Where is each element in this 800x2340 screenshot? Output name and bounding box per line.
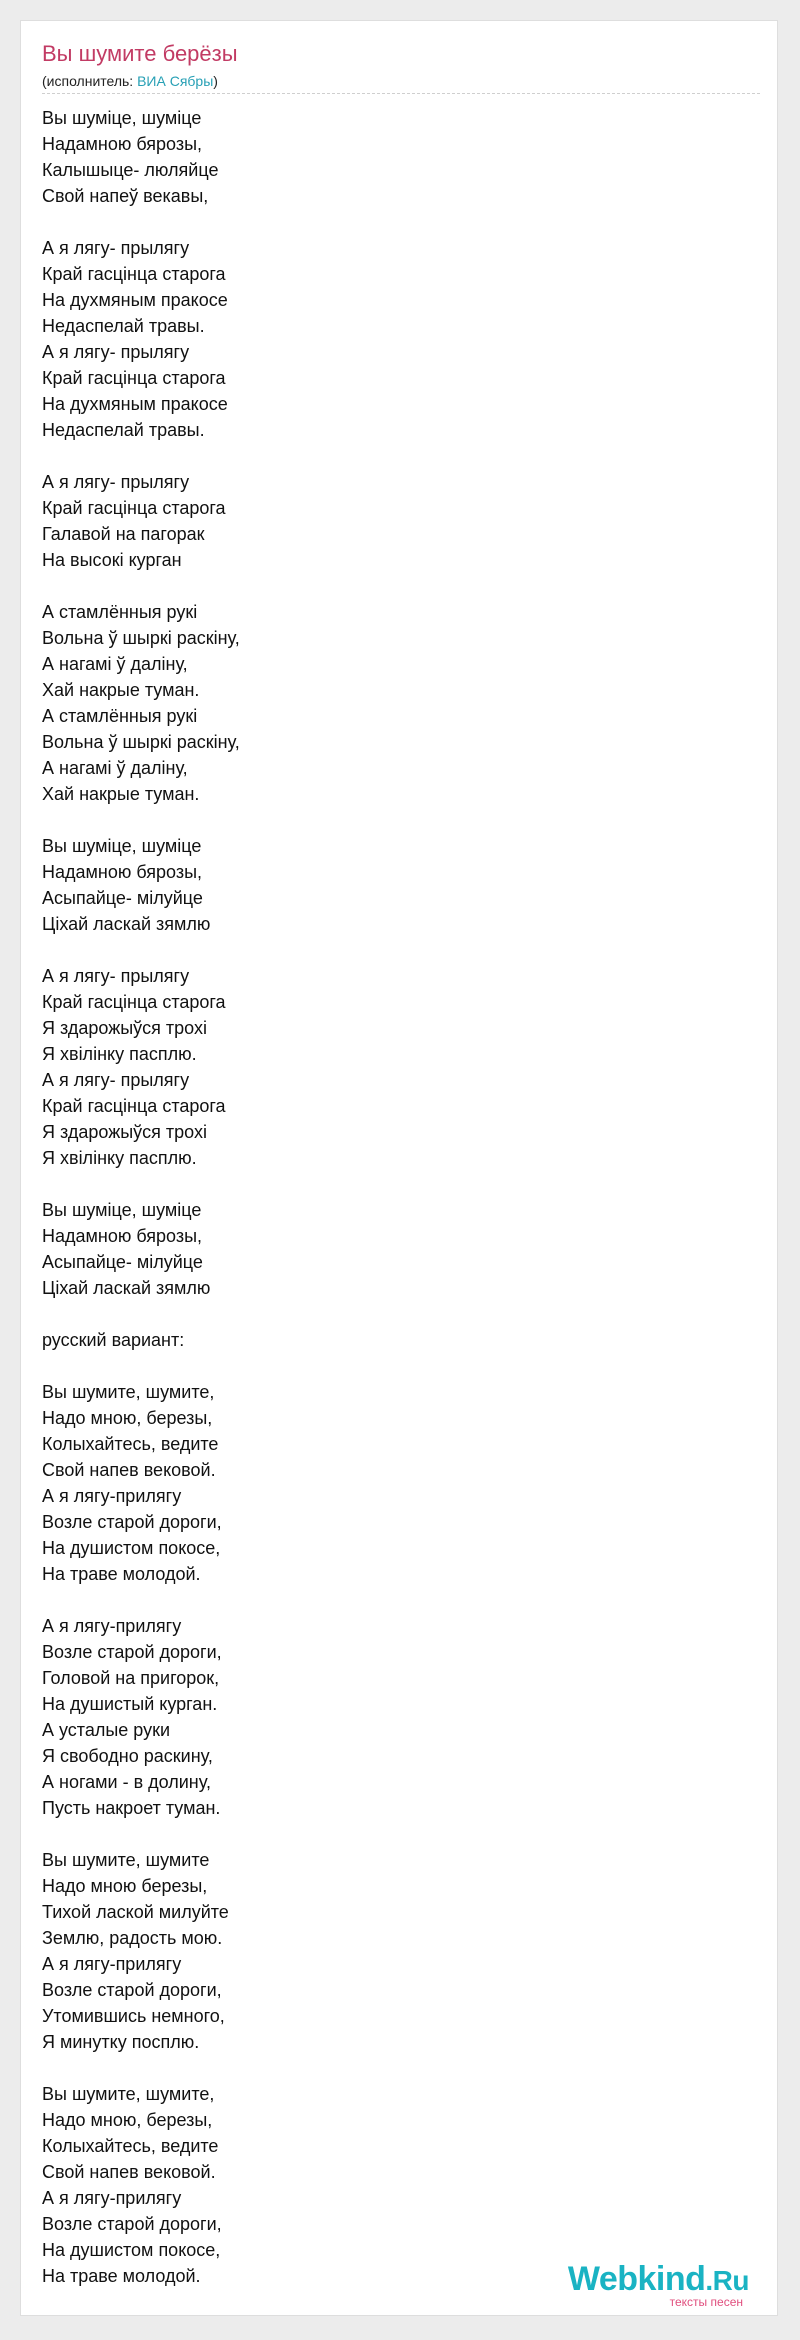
song-title: Вы шумите берёзы xyxy=(42,41,238,66)
lyrics-text: Вы шуміце, шуміце Надамною бярозы, Калышыце- люляйце Свой напеў векавы, А я лягу- прылягу Край гасцінца старога На духмяным пракосе Недаспелай травы. А я лягу- прылягу Край гасцінца старога На духмяным пракосе Недаспелай травы. А я лягу- прылягу Край гасцінца старога Галавой на пагорак На высокі курган А стамлённыя рукі Вольна ў шыркі раскіну, А нагамі ў даліну, Хай накрые туман. А стамлённыя рукі Вольна ў шыркі раскіну, А нагамі ў даліну, Хай накрые туман. Вы шуміце, шуміце Надамною бярозы, Асыпайце- мілуйце Ціхай ласкай зямлю А я лягу- прылягу Край гасцінца старога Я здарожыўся трохі Я хвілінку пасплю. А я лягу- прылягу Край гасцінца старога Я здарожыўся трохі Я хвілінку пасплю. Вы шуміце, шуміце Надамною бярозы, Асыпайце- мілуйце Ціхай ласкай зямлю русский вариант: Вы шумите, шумите, Надо мною, березы, Колыхайтесь, ведите Свой напев вековой. А я лягу-прилягу Возле старой дороги, На душистом покосе, На траве молодой. А я лягу-прилягу Возле старой дороги, Головой на пригорок, На душистый курган. А усталые руки Я свободно раскину, А ногами - в долину, Пусть накроет туман. Вы шумите, шумите Надо мною березы, Тихой лаской милуйте Землю, радость мою. А я лягу-прилягу Возле старой дороги, Утомившись немного, Я минутку посплю. Вы шумите, шумите, Надо мною, березы, Колыхайтесь, ведите Свой напев вековой. А я лягу-прилягу Возле старой дороги, На душистом покосе, На траве молодой. xyxy=(42,108,240,2286)
logo-brand xyxy=(568,2262,749,2298)
artist-line xyxy=(42,73,218,89)
artist-link[interactable]: ВИА Сябры xyxy=(137,73,214,89)
logo-brand-name: Webkind xyxy=(567,2260,706,2298)
divider xyxy=(42,93,760,94)
logo-tagline: тексты песен xyxy=(669,2295,743,2309)
artist-prefix: (исполнитель: xyxy=(42,73,138,89)
lyrics-card xyxy=(20,20,778,2316)
logo-tld: .Ru xyxy=(705,2265,749,2296)
artist-suffix: ) xyxy=(213,73,218,89)
webkind-logo[interactable] xyxy=(568,2262,749,2309)
